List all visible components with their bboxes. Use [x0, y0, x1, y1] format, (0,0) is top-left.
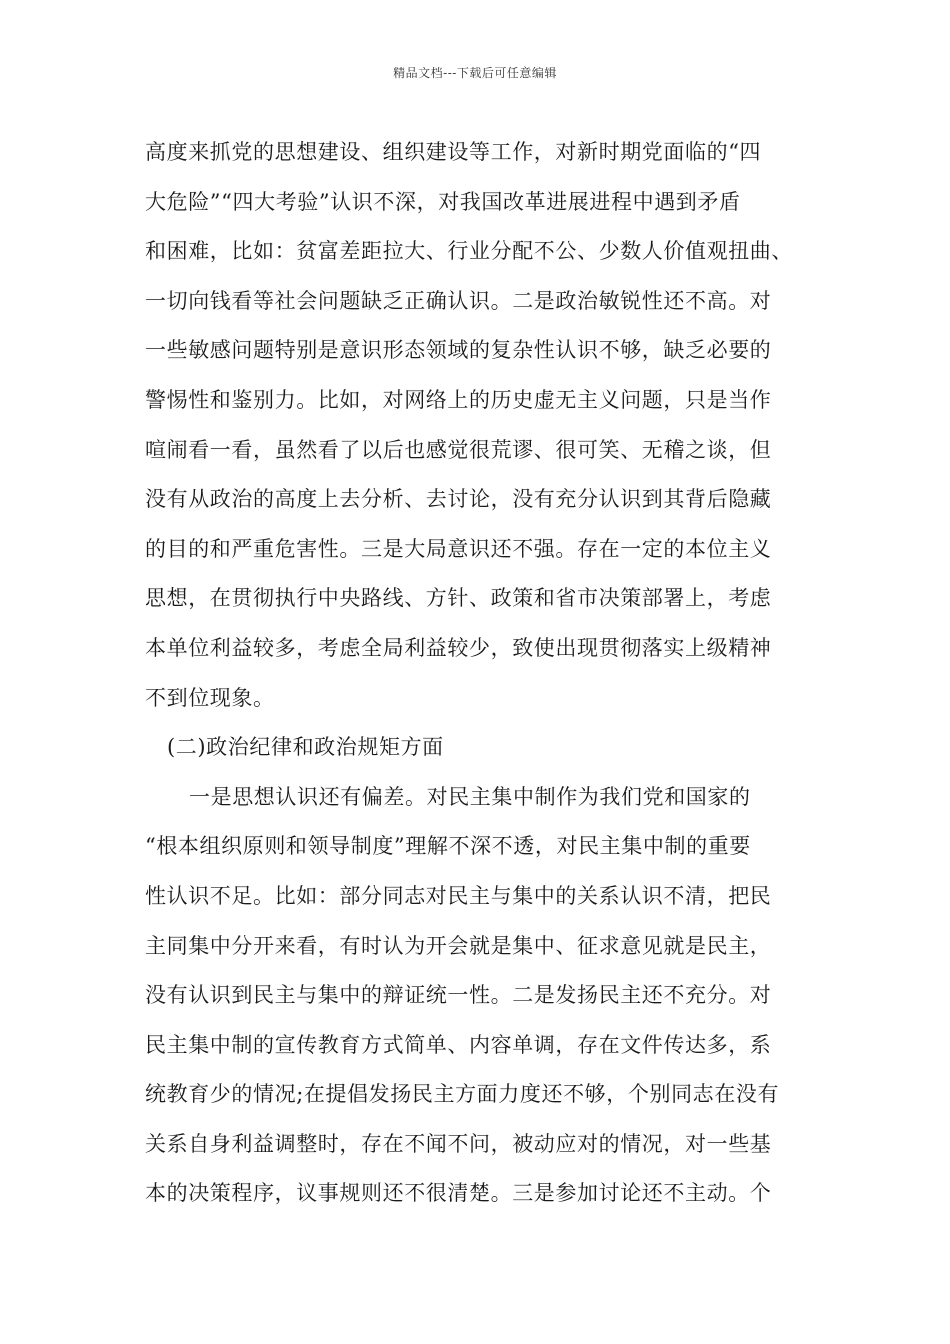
page-header: 精品文档---下载后可任意编辑	[393, 66, 557, 80]
section-heading: (二)政治纪律和政治规矩方面	[167, 735, 444, 760]
text-line: 没有认识到民主与集中的辩证统一性。二是发扬民主还不充分。对	[145, 983, 772, 1008]
text-line: “根本组织原则和领导制度”理解不深不透，对民主集中制的重要	[145, 834, 751, 859]
text-line: 性认识不足。比如：部分同志对民主与集中的关系认识不清，把民	[145, 883, 772, 908]
paragraph-first-line: 一是思想认识还有偏差。对民主集中制作为我们党和国家的	[189, 784, 751, 809]
text-line: 高度来抓党的思想建设、组织建设等工作，对新时期党面临的“四	[145, 140, 762, 164]
text-line: 的目的和严重危害性。三是大局意识还不强。存在一定的本位主义	[145, 536, 772, 561]
text-line: 和困难，比如：贫富差距拉大、行业分配不公、少数人价值观扭曲、	[145, 239, 793, 264]
text-line: 民主集中制的宣传教育方式简单、内容单调，存在文件传达多，系	[145, 1032, 772, 1057]
text-line: 一切向钱看等社会问题缺乏正确认识。二是政治敏锐性还不高。对	[145, 288, 772, 313]
text-line: 本的决策程序，议事规则还不很清楚。三是参加讨论还不主动。个	[145, 1181, 772, 1206]
text-line: 本单位利益较多，考虑全局利益较少，致使出现贯彻落实上级精神	[145, 635, 772, 660]
text-line: 没有从政治的高度上去分析、去讨论，没有充分认识到其背后隐藏	[145, 487, 772, 512]
text-line: 关系自身利益调整时，存在不闻不问，被动应对的情况，对一些基	[145, 1131, 772, 1156]
text-line: 主同集中分开来看，有时认为开会就是集中、征求意见就是民主，	[145, 933, 772, 958]
text-line: 一些敏感问题特别是意识形态领域的复杂性认识不够，缺乏必要的	[145, 338, 772, 363]
text-line: 统教育少的情况;在提倡发扬民主方面力度还不够，个别同志在没有	[145, 1082, 780, 1107]
text-line: 大危险”“四大考验”认识不深，对我国改革进展进程中遇到矛盾	[145, 189, 741, 214]
text-line: 思想，在贯彻执行中央路线、方针、政策和省市决策部署上，考虑	[145, 586, 772, 611]
text-line: 喧闹看一看，虽然看了以后也感觉很荒谬、很可笑、无稽之谈，但	[145, 437, 772, 462]
text-line: 不到位现象。	[145, 685, 275, 710]
text-line: 警惕性和鉴别力。比如，对网络上的历史虚无主义问题，只是当作	[145, 387, 772, 412]
document-body	[145, 128, 810, 1219]
